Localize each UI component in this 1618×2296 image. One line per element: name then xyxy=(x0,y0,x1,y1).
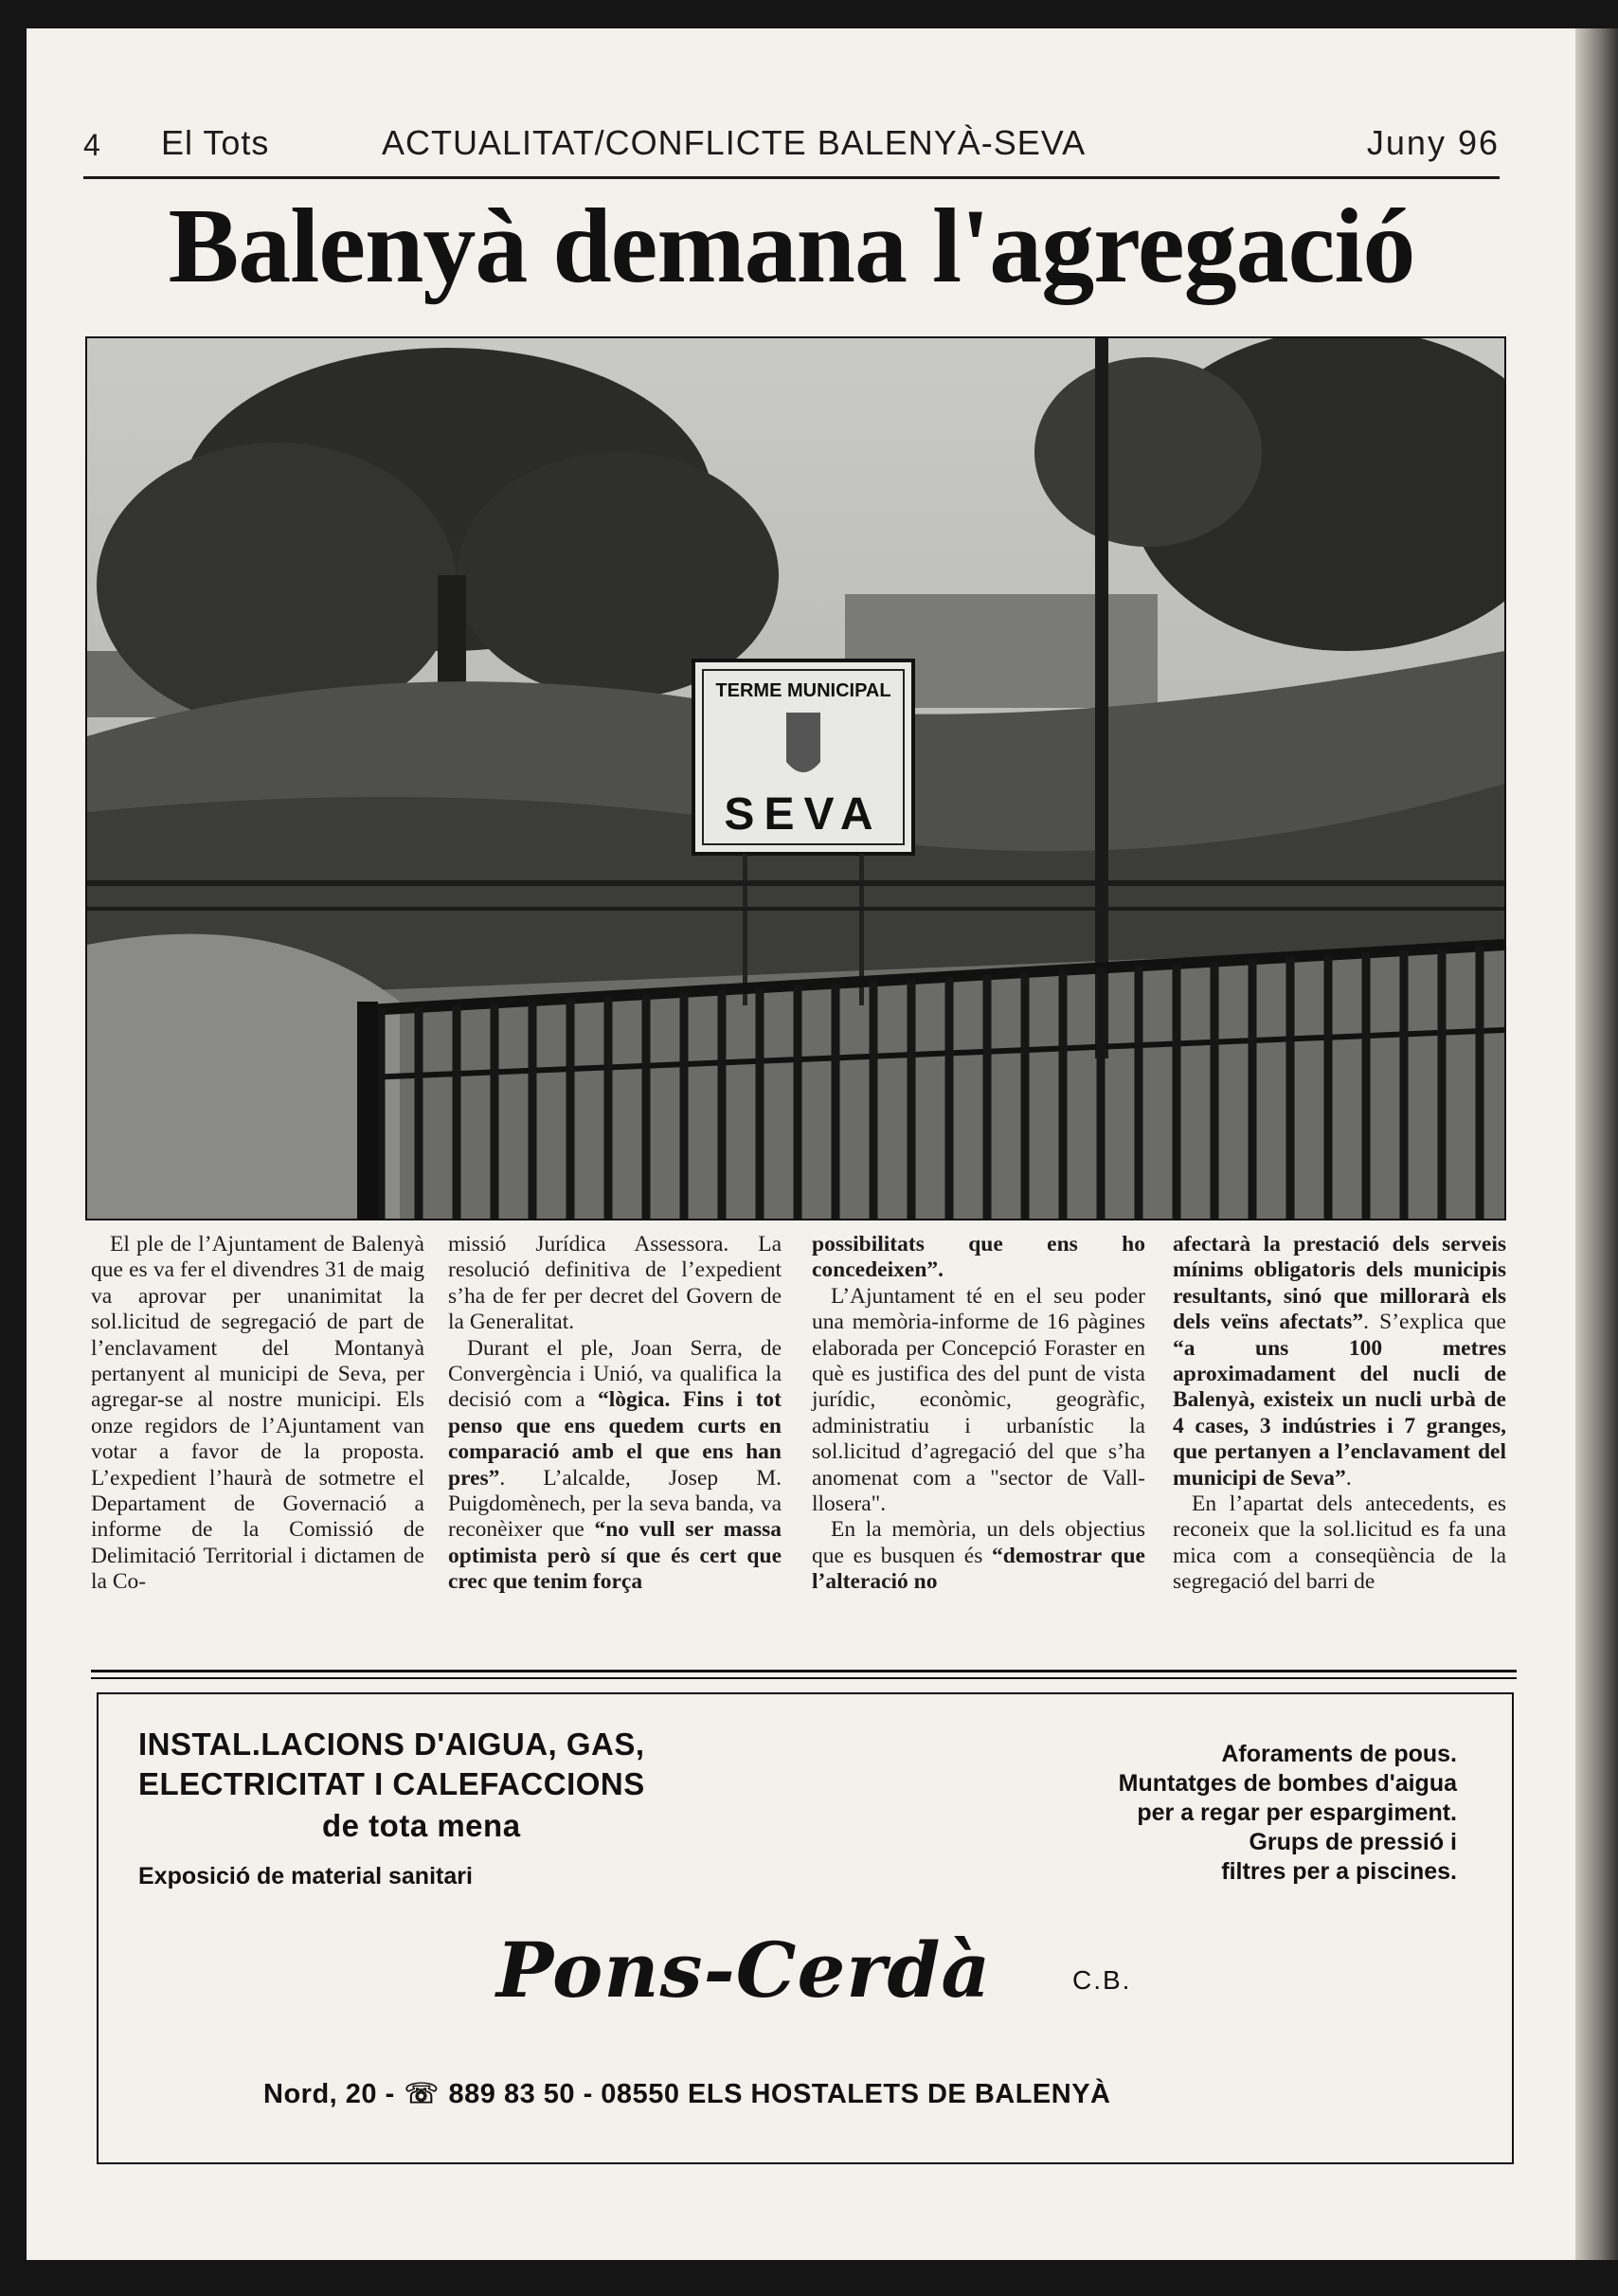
column-3-text-c xyxy=(812,1517,1145,1595)
column-4-text-a2: . S’explica que xyxy=(1363,1310,1506,1335)
column-3-quote-1: possibilitats que ens ho concedeixen”. xyxy=(812,1232,1145,1283)
article-column-1 xyxy=(91,1232,424,1596)
ad-right-3: per a regar per espargiment. xyxy=(1137,1799,1457,1826)
ad-line-2: ELECTRICITAT I CALEFACCIONS xyxy=(138,1766,645,1801)
column-4-text-a xyxy=(1173,1232,1506,1491)
sign-top-text: TERME MUNICIPAL xyxy=(715,680,891,701)
column-3-quote-2: “demostrar que l’alteració no xyxy=(812,1543,1145,1595)
article-column-2 xyxy=(448,1232,782,1596)
column-2-text-a: missió Jurídica Assessora. La resolució definitiva de l’expedient s’ha de fer per decret del Govern de la Generalitat. xyxy=(448,1232,782,1335)
ad-line-4: Exposició de material sanitari xyxy=(138,1863,473,1889)
article-photo xyxy=(85,336,1506,1220)
ad-line-1: INSTAL.LACIONS D'AIGUA, GAS, xyxy=(138,1727,645,1762)
ad-address xyxy=(263,2077,1111,2110)
column-4-quote-2: “a uns 100 metres aproximadament del nucli de Balenyà, existeix un nucli urbà de 4 cases, 3 indústries i 7 granges, que pertanyen a l’enclavament del municipi de Seva” xyxy=(1173,1335,1506,1491)
publication-name: El Tots xyxy=(161,123,270,162)
ad-right-4: Grups de pressió i xyxy=(1249,1829,1457,1855)
column-2-text-b1: Durant el ple, Joan Serra, de Convergència i Unió, va qualifica la decisió com a xyxy=(448,1335,782,1413)
brand-logo: Pons-Cerdà xyxy=(496,1925,992,2015)
column-3-text-c1: En la memòria, un dels objectius que es busquen és xyxy=(812,1517,1145,1568)
ad-divider-rule xyxy=(91,1670,1517,1672)
ad-right-1: Aforaments de pous. xyxy=(1221,1741,1457,1767)
ad-phone: 889 83 50 xyxy=(448,2079,576,2109)
section-title: ACTUALITAT/CONFLICTE BALENYÀ-SEVA xyxy=(382,123,1087,162)
column-2-quote-1: “lògica. Fins i tot penso que ens quedem curts en comparació amb el que ens han pres” xyxy=(448,1387,782,1491)
column-2-text-b xyxy=(448,1336,782,1596)
header-rule xyxy=(83,176,1500,179)
page-number: 4 xyxy=(83,128,100,162)
page-header xyxy=(83,112,1500,169)
ad-right-5: filtres per a piscines. xyxy=(1221,1858,1457,1885)
column-3-text-b: L’Ajuntament té en el seu poder una memòria-informe de 16 pàgines elaborada per Concepció Foraster en què es justifica des del punt de vista jurídic, econòmic, geogràfic, administratiu i urbanístic la sol.licitud d’agregació del que s’ha anomenat com a "sector de Vall-llosera". xyxy=(812,1283,1145,1517)
column-2-quote-2: “no vull ser massa optimista però sí que és cert que crec que tenim força xyxy=(448,1517,782,1595)
ad-address-street: Nord, 20 - xyxy=(263,2079,395,2109)
ad-right-2: Muntatges de bombes d'aigua xyxy=(1118,1770,1457,1797)
ad-divider-rule-thin xyxy=(91,1677,1517,1679)
article-column-3 xyxy=(812,1232,1145,1596)
advertisement xyxy=(97,1692,1514,2164)
ad-line-3: de tota mena xyxy=(322,1808,521,1843)
telephone-icon: ☏ xyxy=(404,2079,440,2109)
column-4-quote-1: afectarà la prestació dels serveis mínims obligatoris dels municipis resultants, sinó que millorarà els dels veïns afectats” xyxy=(1173,1232,1506,1335)
sign-bottom-text: SEVA xyxy=(724,789,883,840)
column-2-text-b3: . L’alcalde, Josep M. Puigdomènech, per la seva banda, va reconèixer que xyxy=(448,1465,782,1543)
page-spine-shadow xyxy=(1575,28,1618,2260)
column-4-text-a4: . xyxy=(1345,1465,1352,1491)
column-4-text-b: En l’apartat dels antecedents, es reconeix que la sol.licitud es fa una mica com a conseqüència de la segregació del barri de xyxy=(1173,1491,1506,1595)
column-1-text: El ple de l’Ajuntament de Balenyà que es va fer el divendres 31 de maig va aprovar per unanimitat la sol.licitud de segregació de part de l’enclavament del Montanyà pertanyent al municipi de Seva, per agregar-se al nostre municipi. Els onze regidors de l’Ajuntament van votar a favor de la proposta. L’expedient l’haurà de sotmetre el Departament de Governació a informe de la Comissió de Delimitació Territorial i dictamen de la Co- xyxy=(91,1232,424,1595)
article-column-4 xyxy=(1173,1232,1506,1596)
brand-suffix: C.B. xyxy=(1072,1965,1132,1995)
ad-services-list xyxy=(964,1740,1457,1887)
ad-services-heading xyxy=(138,1725,645,1804)
headline: Balenyà demana l'agregació xyxy=(168,188,1415,305)
issue-date: Juny 96 xyxy=(1366,123,1500,162)
ad-address-town: - 08550 ELS HOSTALETS DE BALENYÀ xyxy=(583,2079,1111,2109)
